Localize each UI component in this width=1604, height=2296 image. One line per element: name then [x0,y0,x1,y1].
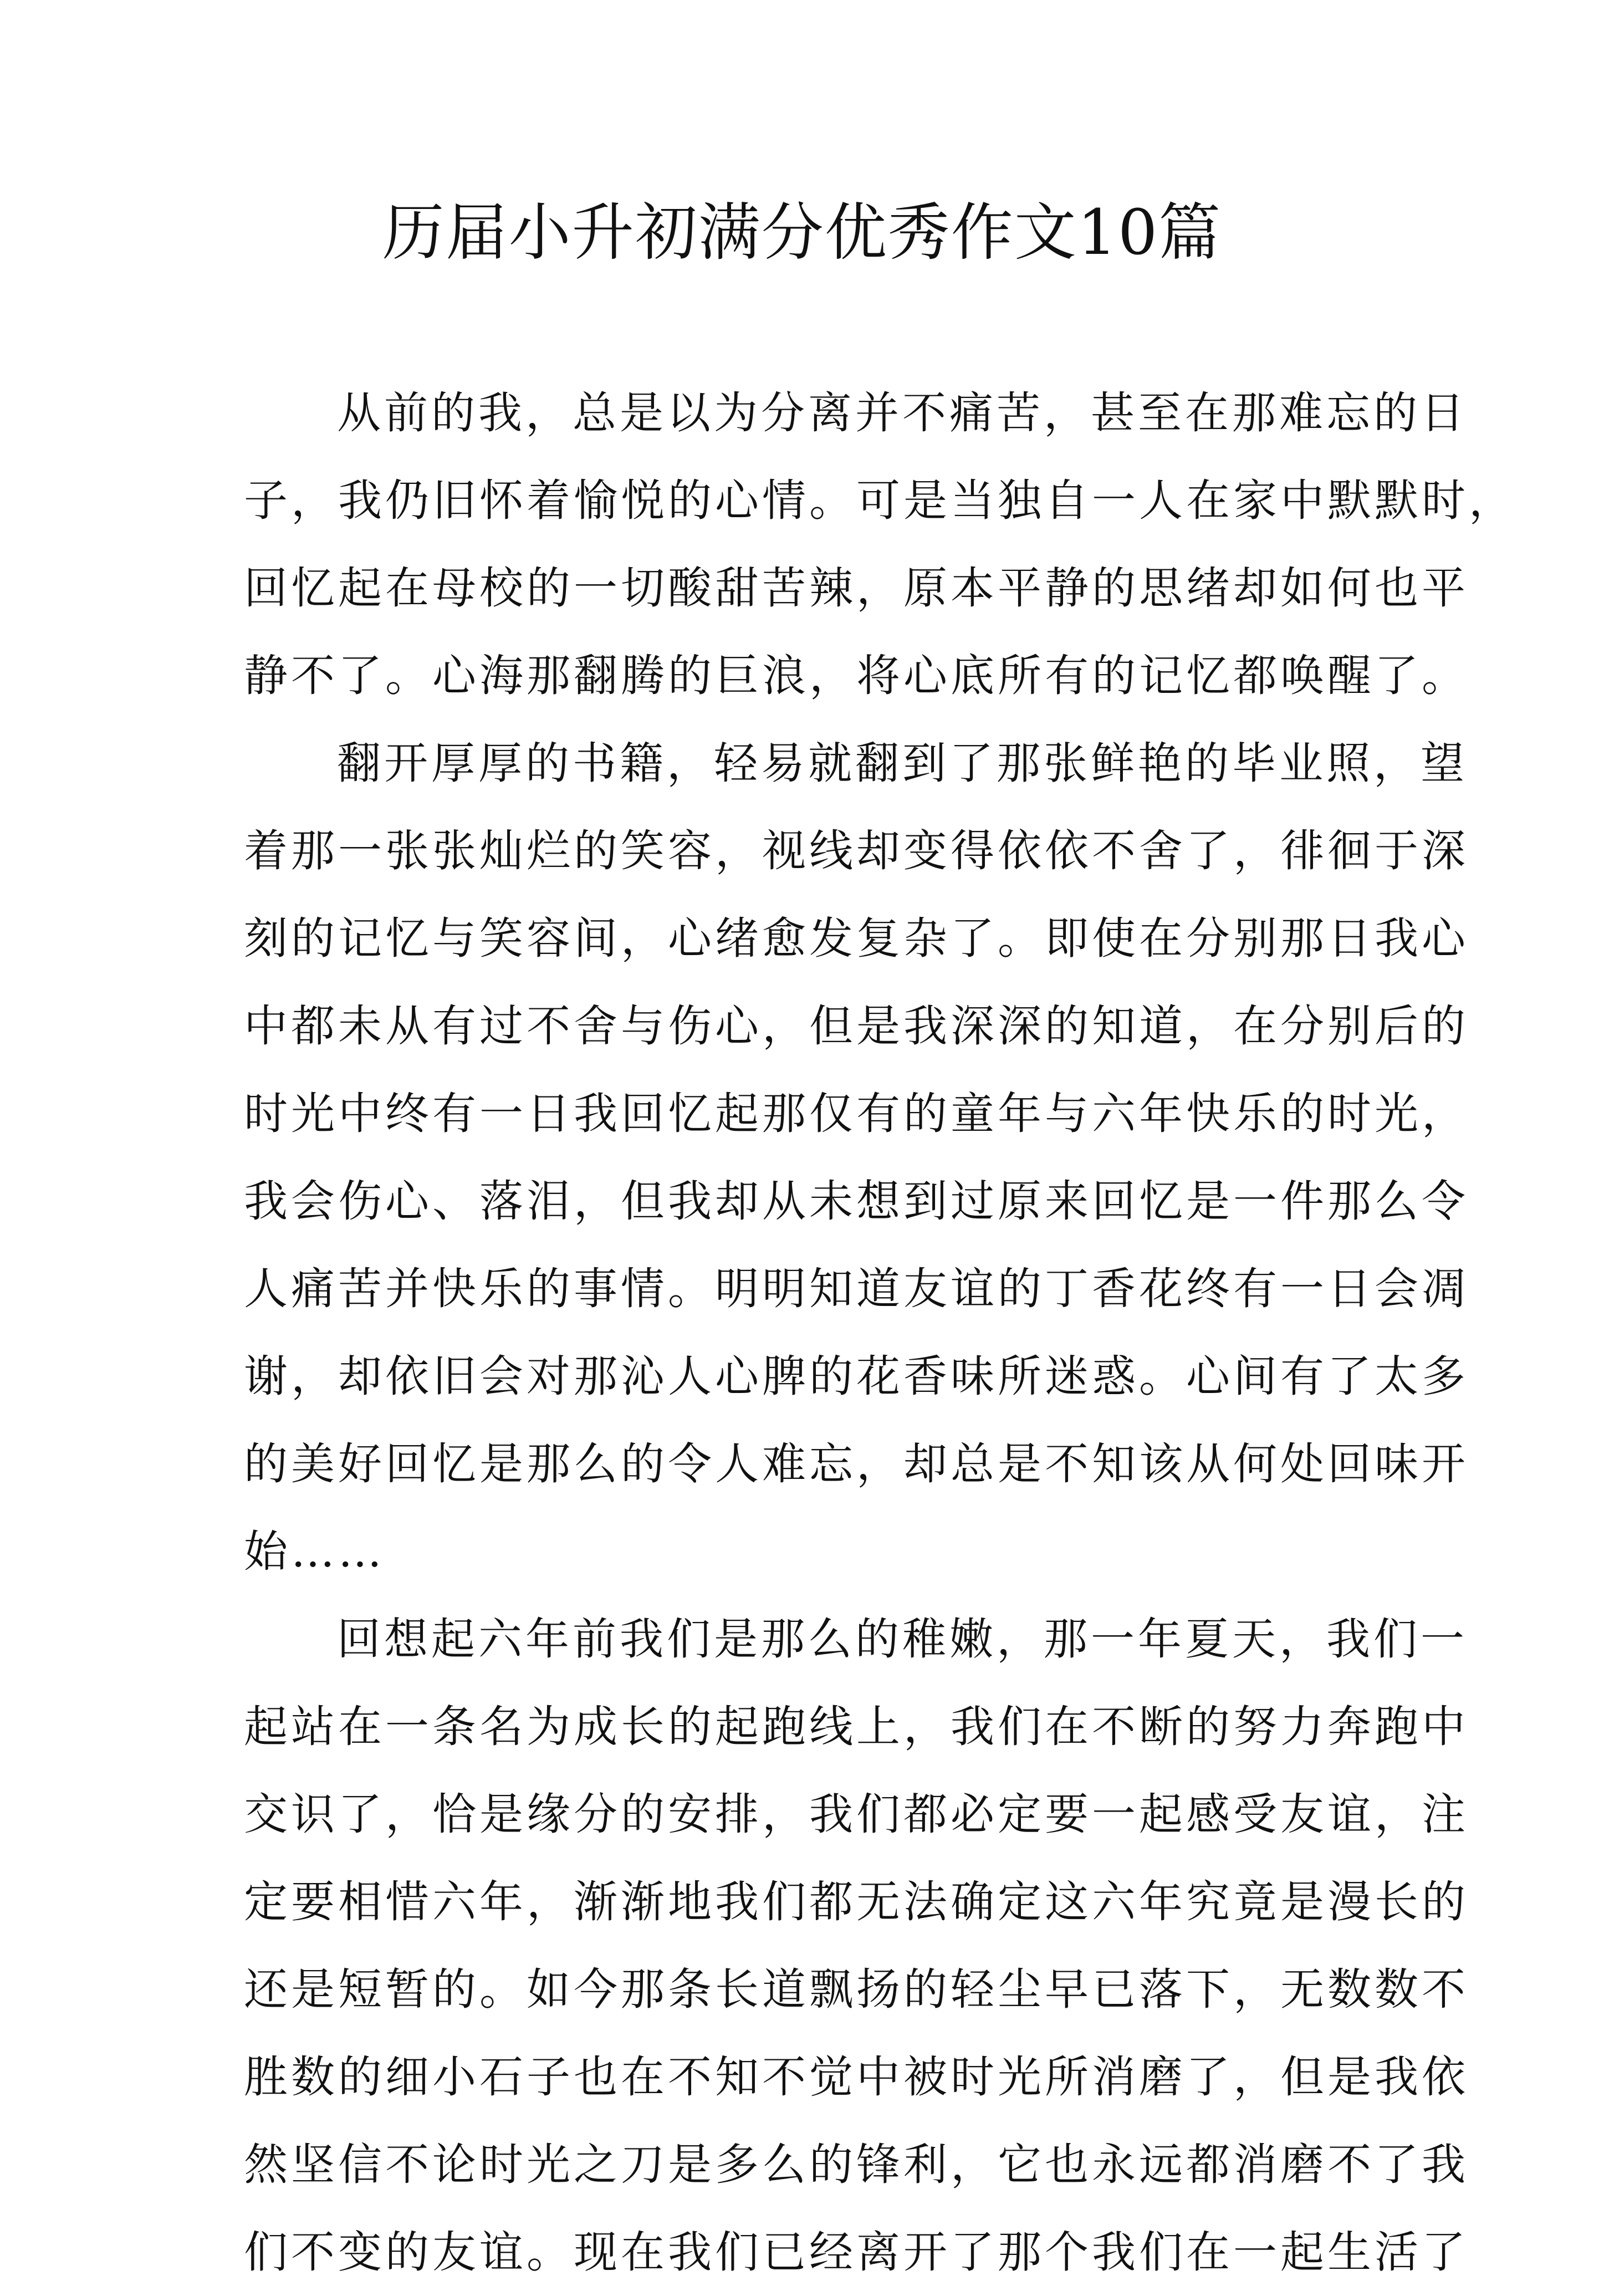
text-line: 我会伤心、落泪，但我却从未想到过原来回忆是一件那么令 [244,1176,1469,1227]
text-line: 定要相惜六年，渐渐地我们都无法确定这六年究竟是漫长的 [244,1876,1469,1927]
text-line: 然坚信不论时光之刀是多么的锋利，它也永远都消磨不了我 [244,2139,1469,2190]
text-line: 回想起六年前我们是那么的稚嫩，那一年夏天，我们一 [337,1614,1468,1665]
text-line: 的美好回忆是那么的令人难忘，却总是不知该从何处回味开 [244,1438,1469,1489]
text-line: 刻的记忆与笑容间，心绪愈发复杂了。即使在分别那日我心 [244,913,1469,964]
text-line: 交识了，恰是缘分的安排，我们都必定要一起感受友谊，注 [244,1789,1469,1840]
text-line: 谢，却依旧会对那沁人心脾的花香味所迷惑。心间有了太多 [244,1351,1469,1402]
text-line: 们不变的友谊。现在我们已经离开了那个我们在一起生活了 [244,2227,1469,2278]
text-line: 从前的我，总是以为分离并不痛苦，甚至在那难忘的日 [337,387,1468,438]
text-line: 着那一张张灿烂的笑容，视线却变得依依不舍了，徘徊于深 [244,825,1469,876]
text-line: 时光中终有一日我回忆起那仅有的童年与六年快乐的时光， [244,1088,1469,1139]
text-line: 回忆起在母校的一切酸甜苦辣，原本平静的思绪却如何也平 [244,563,1469,614]
text-line: 起站在一条名为成长的起跑线上，我们在不断的努力奔跑中 [244,1701,1469,1752]
text-line: 子，我仍旧怀着愉悦的心情。可是当独自一人在家中默默时， [244,475,1516,526]
text-line: 翻开厚厚的书籍，轻易就翻到了那张鲜艳的毕业照，望 [337,738,1468,789]
text-line: 人痛苦并快乐的事情。明明知道友谊的丁香花终有一日会凋 [244,1263,1469,1314]
text-line: 静不了。心海那翻腾的巨浪，将心底所有的记忆都唤醒了。 [244,650,1469,701]
text-line: 始…… [244,1526,385,1577]
text-line: 胜数的细小石子也在不知不觉中被时光所消磨了，但是我依 [244,2052,1469,2103]
text-line: 还是短暂的。如今那条长道飘扬的轻尘早已落下，无数数不 [244,1964,1469,2015]
document-body [244,369,1516,2296]
document-title: 历届小升初满分优秀作文10篇 [382,197,1222,269]
text-line: 中都未从有过不舍与伤心，但是我深深的知道，在分别后的 [244,1001,1469,1052]
